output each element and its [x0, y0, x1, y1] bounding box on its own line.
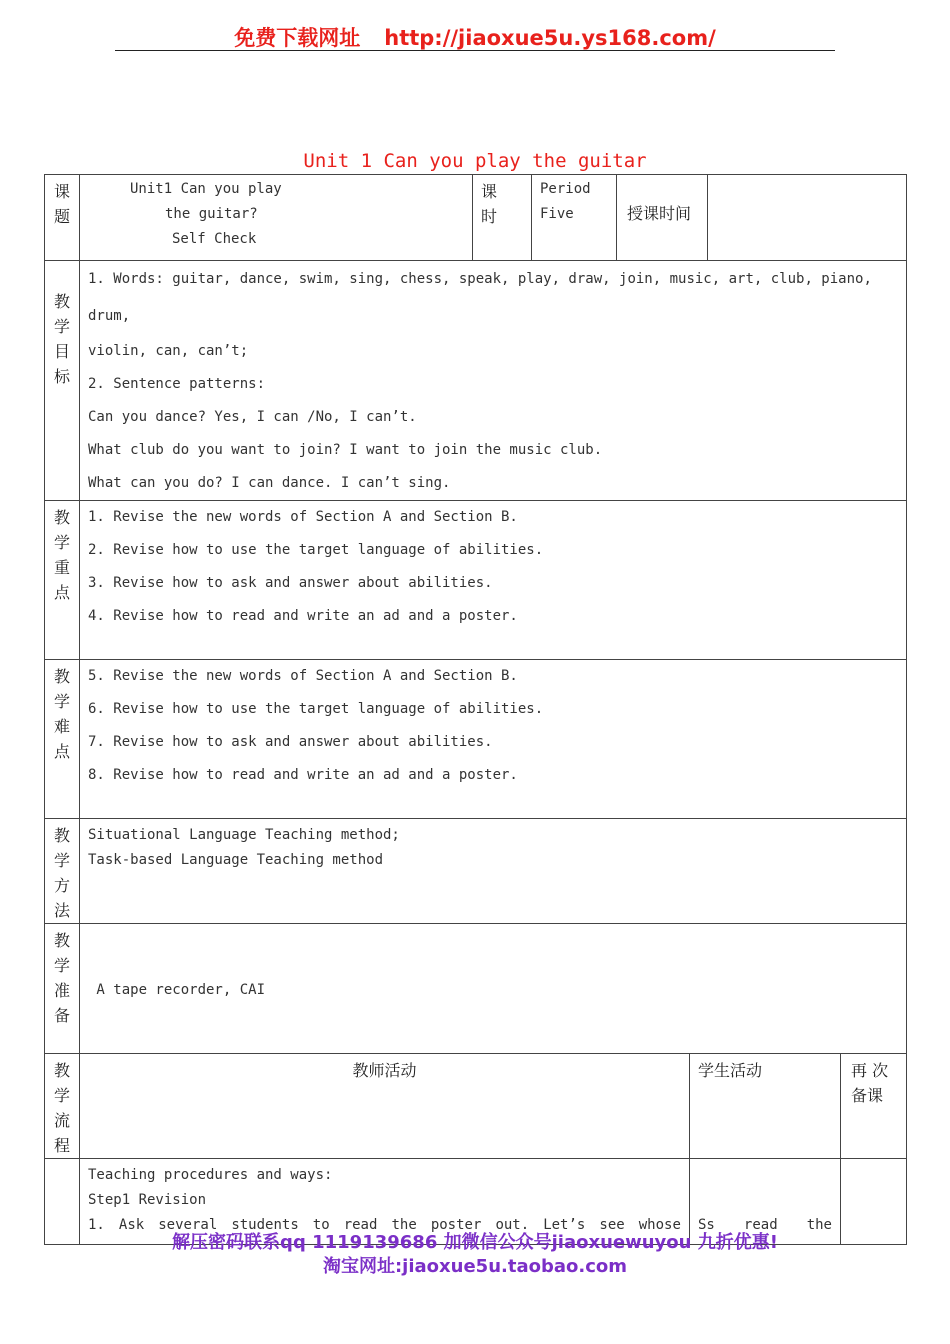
preparation-text: A tape recorder, CAI — [88, 982, 266, 998]
objective-line: What club do you want to join? I want to join the music club. — [88, 442, 603, 458]
key-point-item: 2. Revise how to use the target language of abilities. — [88, 542, 544, 558]
step-word: to — [312, 1217, 330, 1233]
procedure-label: 教学流程 — [53, 1061, 70, 1155]
topic-line: Unit1 Can you play — [130, 181, 282, 197]
key-points-row — [45, 501, 907, 660]
procedure-line: Teaching procedures and ways: — [88, 1167, 333, 1183]
methods-row — [45, 819, 907, 924]
header-divider — [115, 50, 835, 51]
difficulties-label-cell — [45, 660, 80, 819]
re-prep-header — [841, 1054, 907, 1159]
teacher-activity-header — [80, 1054, 690, 1159]
period-line: Five — [540, 206, 574, 222]
document-title: Unit 1 Can you play the guitar — [303, 150, 647, 172]
step-word: whose — [638, 1217, 681, 1233]
objectives-cell — [80, 261, 907, 501]
student-activity-header — [690, 1054, 841, 1159]
methods-label: 教学方法 — [53, 826, 70, 920]
key-points-cell — [80, 501, 907, 660]
step-word: read — [343, 1217, 378, 1233]
method-line: Task-based Language Teaching method — [88, 852, 384, 868]
info-row — [45, 175, 907, 261]
key-point-item: 1. Revise the new words of Section A and Section B. — [88, 509, 518, 525]
step-word: Let’s — [543, 1217, 586, 1233]
procedure-header-row — [45, 1054, 907, 1159]
header-download-label: 免费下载网址 — [234, 26, 361, 50]
period-label: 课时 — [481, 182, 498, 226]
footer-contact: 解压密码联系qq 1119139686 加微信公众号jiaoxuewuyou 九折优惠! — [172, 1232, 778, 1253]
teach-time-label: 授课时间 — [627, 204, 692, 223]
period-label-cell — [473, 175, 532, 261]
topic-line: the guitar? — [165, 206, 258, 222]
step-word: 1. — [88, 1217, 105, 1233]
header-download-link[interactable] — [0, 22, 950, 52]
difficulty-item: 7. Revise how to ask and answer about abilities. — [88, 734, 493, 750]
methods-label-cell — [45, 819, 80, 924]
objectives-row — [45, 261, 907, 501]
teach-time-value-cell — [708, 175, 907, 261]
objective-line: violin, can, can’t; — [88, 343, 249, 359]
student-word: the — [806, 1217, 832, 1233]
difficulty-item: 5. Revise the new words of Section A and Section B. — [88, 668, 518, 684]
step-word: see — [599, 1217, 625, 1233]
step-word: out. — [495, 1217, 530, 1233]
step-word: several — [158, 1217, 218, 1233]
objective-line: What can you do? I can dance. I can’t sing. — [88, 475, 451, 491]
step-word: Ask — [118, 1217, 145, 1233]
student-activity-label: 学生活动 — [698, 1061, 763, 1080]
topic-label-cell — [45, 175, 80, 261]
objective-line: 1. Words: guitar, dance, swim, sing, chess, speak, play, draw, join, music, art, club, piano, drum, — [88, 271, 872, 324]
objective-line: 2. Sentence patterns: — [88, 376, 266, 392]
preparation-label: 教学准备 — [53, 931, 70, 1025]
step-word: the — [391, 1217, 417, 1233]
header-url[interactable]: http://jiaoxue5u.ys168.com/ — [384, 26, 716, 50]
key-points-label: 教学重点 — [53, 508, 70, 602]
key-points-label-cell — [45, 501, 80, 660]
step-word: poster — [430, 1217, 482, 1233]
objective-line: Can you dance? Yes, I can /No, I can’t. — [88, 409, 417, 425]
step-word: students — [231, 1217, 299, 1233]
student-word: read — [743, 1217, 778, 1233]
lesson-plan-table — [44, 174, 907, 1245]
preparation-cell — [80, 924, 907, 1054]
procedure-label-cell — [45, 1054, 80, 1159]
topic-label: 课题 — [53, 182, 70, 226]
student-word: Ss — [698, 1217, 715, 1233]
teach-time-label-cell — [617, 175, 708, 261]
difficulty-item: 8. Revise how to read and write an ad and a poster. — [88, 767, 518, 783]
method-line: Situational Language Teaching method; — [88, 827, 400, 843]
footer-shop-link[interactable]: 淘宝网址:jiaoxue5u.taobao.com — [322, 1256, 627, 1277]
objectives-label-cell — [45, 261, 80, 501]
difficulty-item: 6. Revise how to use the target language of abilities. — [88, 701, 544, 717]
topic-line: Self Check — [172, 231, 257, 247]
period-line: Period — [540, 181, 591, 197]
methods-cell — [80, 819, 907, 924]
difficulties-row — [45, 660, 907, 819]
teacher-activity-label: 教师活动 — [352, 1061, 417, 1080]
key-point-item: 3. Revise how to ask and answer about abilities. — [88, 575, 493, 591]
difficulties-cell — [80, 660, 907, 819]
topic-cell — [80, 175, 473, 261]
objectives-label: 教学目标 — [53, 292, 70, 386]
key-point-item: 4. Revise how to read and write an ad and a poster. — [88, 608, 518, 624]
re-prep-label-line: 再 次 — [851, 1061, 889, 1080]
difficulties-label: 教学难点 — [53, 667, 70, 761]
re-prep-label-line: 备课 — [851, 1086, 884, 1105]
preparation-label-cell — [45, 924, 80, 1054]
preparation-row — [45, 924, 907, 1054]
period-cell — [532, 175, 617, 261]
procedure-line: Step1 Revision — [88, 1192, 207, 1208]
